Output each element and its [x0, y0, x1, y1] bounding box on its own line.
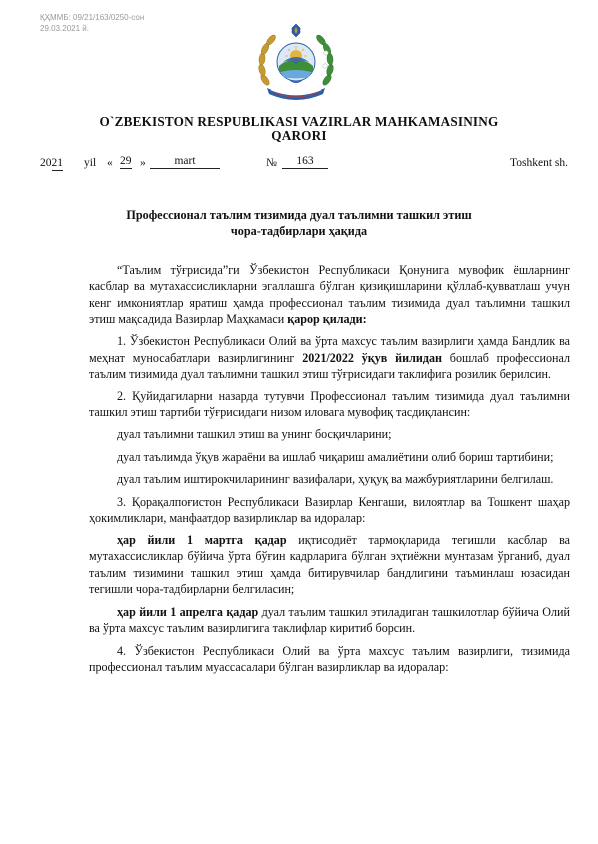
document-header-line-1: O`ZBEKISTON RESPUBLIKASI VAZIRLAR MAHKAMASINING: [99, 114, 499, 129]
paragraph-3: 3. Қорақалпоғистон Республикаси Вазирлар Кенгаши, вилоятлар ва Тошкент шаҳар ҳокимликлари, манфаатдор вазирликлар ва идоралар:: [89, 494, 570, 526]
document-header-line-2: QARORI: [271, 128, 327, 143]
document-number: 163: [282, 155, 328, 169]
date-year: [40, 155, 63, 171]
uzbekistan-state-emblem-icon: [253, 22, 339, 102]
document-body: [89, 262, 570, 681]
date-month: mart: [150, 155, 220, 169]
intro-paragraph: “Таълим тўғрисида”ги Ўзбекистон Республикаси Қонунига мувофик ёшларнинг касблар ва мутахассисликларни эгаллашга бўлган қизиқишларини қўллаб-қувватлаш учун кенг имкониятлар яратиш ҳамда профессионал таълим тизимида дуал таълимни ташкил этиш мақсадида Вазирлар Маҳкамаси қарор қилади:: [89, 263, 570, 327]
stamp-line-1: ҚҲММБ: 09/21/163/0250-сон: [40, 13, 145, 22]
paragraph-3-item-1: ҳар йили 1 мартга қадар иқтисодиёт тармоқларида тегишли касблар ва мутахассисликлар бўйича ўрта бўғин кадрларига бўлган эҳтиёжни мунтазам ўрганиб, дуал таълим тизимини ташкил этиш ҳамда битирувчилар бандлигини таъминлаш юзасидан тегишли чора-тадбирларни белгиласин;: [89, 533, 570, 597]
paragraph-3-item-2: ҳар йили 1 апрелга қадар дуал таълим ташкил этиладиган ташкилотлар бўйича Олий ва ўрта махсус таълим вазирлигига таклифлар киритиб борсин.: [89, 604, 571, 636]
year-suffix: 21: [51, 157, 63, 169]
document-title-line-2: чора-тадбирлари ҳақида: [230, 224, 368, 238]
paragraph-2-item-1: дуал таълимни ташкил этиш ва унинг босқичларини;: [117, 427, 392, 442]
year-word: yil: [84, 157, 97, 169]
registration-line: [40, 155, 568, 171]
stamp-line-2: 29.03.2021 й.: [40, 24, 89, 33]
paragraph-4: 4. Ўзбекистон Республикаси Олий ва ўрта махсус таълим вазирлиги, тизимида профессионал таълим муассасалари бўлган вазирликлар ва идоралар:: [89, 643, 570, 674]
quote-open: «: [107, 157, 113, 169]
document-title-line-1: Профессионал таълим тизимида дуал таълимни ташкил этиш: [126, 208, 472, 222]
number-sign: №: [266, 157, 277, 169]
year-prefix: 20: [40, 157, 52, 169]
registration-stamp: [40, 12, 144, 34]
paragraph-1: 1. Ўзбекистон Республикаси Олий ва ўрта махсус таълим вазирлиги ҳамда Бандлик ва меҳнат муносабатлари вазирлигининг 2021/2022 ўқув йилидан бошлаб профессионал таълим тизимида дуал таълимни ташкил этиш тўғрисидаги таклифига розилик берилсин.: [89, 334, 570, 382]
date-day: 29: [120, 155, 132, 167]
intro-decision-phrase: қарор қилади: [287, 312, 363, 327]
paragraph-2-item-2: дуал таълимда ўқув жараёни ва ишлаб чиқариш амалиётини олиб бориш тартибини;: [117, 449, 554, 464]
paragraph-2: 2. Қуйидагиларни назарда тутувчи Профессионал таълим тизимида дуал таълимни ташкил этиш тартиби тўғрисидаги низом иловага мувофиқ тасдиқлансин:: [89, 389, 570, 420]
quote-close: »: [140, 157, 146, 169]
paragraph-1-date: 2021/2022 ўқув йилидан: [302, 350, 442, 365]
paragraph-2-item-3: дуал таълим иштирокчиларининг вазифалари, ҳуқуқ ва мажбуриятларини белгилаш.: [117, 472, 554, 487]
issue-place: Toshkent sh.: [510, 157, 568, 169]
